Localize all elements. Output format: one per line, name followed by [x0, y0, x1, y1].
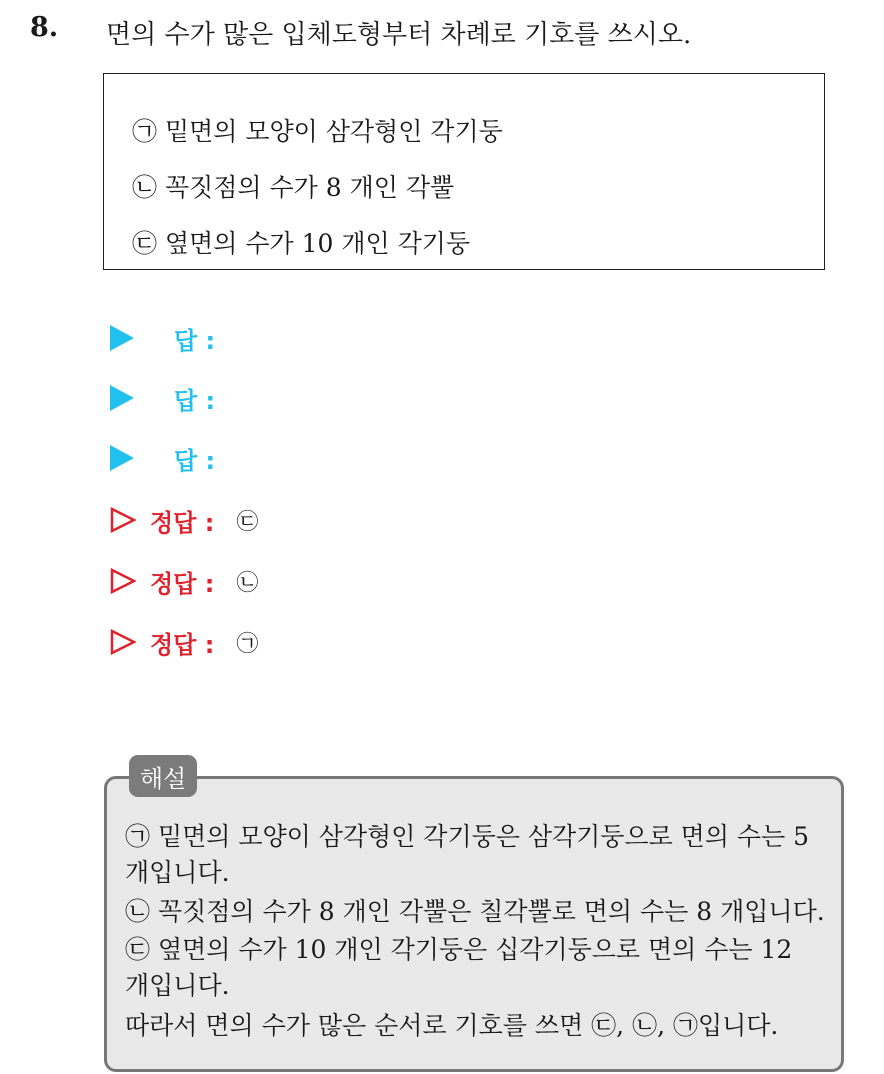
answer-row[interactable] — [110, 381, 215, 415]
play-triangle-icon — [110, 325, 134, 351]
correct-value: ㉢ — [236, 509, 259, 535]
answer-row[interactable] — [110, 441, 215, 475]
explanation-line: 개입니다. — [125, 858, 230, 887]
correct-value: ㉠ — [236, 631, 259, 657]
explanation-line: ㉢ 옆면의 수가 10 개인 각기둥은 십각기둥으로 면의 수는 12 — [125, 935, 793, 964]
outline-triangle-icon — [110, 568, 136, 594]
condition-item: ㉡ 꼭짓점의 수가 8 개인 각뿔 — [132, 173, 455, 202]
explanation-line: ㉡ 꼭짓점의 수가 8 개인 각뿔은 칠각뿔로 면의 수는 8 개입니다. — [125, 897, 825, 926]
outline-triangle-icon — [110, 629, 136, 655]
correct-answer-row — [110, 503, 258, 537]
answer-label: 답 : — [174, 386, 216, 415]
correct-label: 정답 : — [150, 630, 215, 659]
correct-label: 정답 : — [150, 508, 215, 537]
correct-value: ㉡ — [236, 570, 259, 596]
play-triangle-icon — [110, 445, 134, 471]
play-triangle-icon — [110, 385, 134, 411]
explanation-tab: 해설 — [129, 755, 197, 797]
conditions-box — [103, 73, 825, 270]
question-text: 면의 수가 많은 입체도형부터 차례로 기호를 쓰시오. — [106, 20, 692, 50]
correct-answer-row — [110, 625, 258, 659]
condition-item: ㉢ 옆면의 수가 10 개인 각기둥 — [132, 229, 471, 258]
condition-item: ㉠ 밑면의 모양이 삼각형인 각기둥 — [132, 117, 503, 146]
answer-label: 답 : — [174, 446, 216, 475]
answer-row[interactable] — [110, 321, 215, 355]
question-number: 8. — [30, 12, 59, 43]
explanation-line: 따라서 면의 수가 많은 순서로 기호를 쓰면 ㉢, ㉡, ㉠입니다. — [125, 1011, 779, 1040]
explanation-line: 개입니다. — [125, 971, 230, 1000]
answer-label: 답 : — [174, 326, 216, 355]
correct-label: 정답 : — [150, 569, 215, 598]
correct-answer-row — [110, 564, 258, 598]
outline-triangle-icon — [110, 507, 136, 533]
explanation-line: ㉠ 밑면의 모양이 삼각형인 각기둥은 삼각기둥으로 면의 수는 5 — [125, 822, 810, 851]
